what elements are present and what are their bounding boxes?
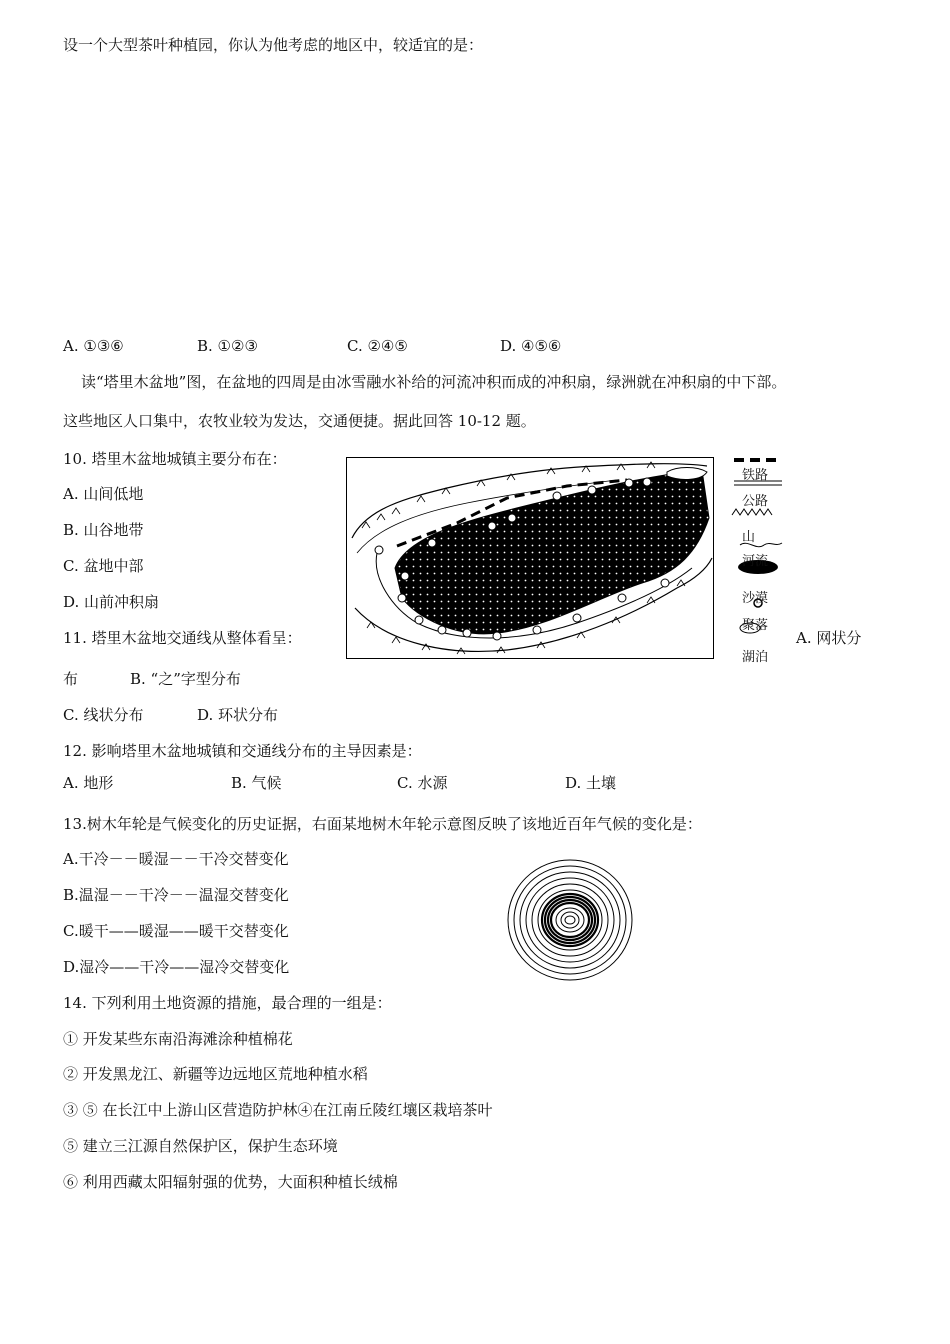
q10-option-c: C. 盆地中部 [63, 557, 144, 575]
q12-option-c: C. 水源 [397, 774, 448, 792]
passage-line-1: 读“塔里木盆地”图，在盆地的四周是由冰雪融水补给的河流冲积而成的冲积扇，绿洲就在冲积扇的中下部。 [81, 373, 787, 391]
q10-option-a: A. 山间低地 [63, 485, 144, 503]
q12-stem: 12. 影响塔里木盆地城镇和交通线分布的主导因素是： [63, 742, 422, 760]
legend-road: 公路 [742, 494, 769, 509]
q13-option-d: D.湿冷——干冷——湿冷交替变化 [63, 958, 290, 976]
legend-desert: 沙漠 [742, 591, 769, 606]
q14-item-2: ② 开发黑龙江、新疆等边远地区荒地种植水稻 [63, 1065, 368, 1083]
q10-stem: 10. 塔里木盆地城镇主要分布在： [63, 450, 287, 468]
q10-option-b: B. 山谷地带 [63, 521, 144, 539]
q14-item-3: ③ ⑤ 在长江中上游山区营造防护林④在江南丘陵红壤区栽培茶叶 [63, 1101, 493, 1119]
q11-stem: 11. 塔里木盆地交通线从整体看呈： [63, 629, 302, 647]
intro-line: 设一个大型茶叶种植园，你认为他考虑的地区中，较适宜的是： [63, 36, 484, 54]
desert-area [395, 470, 709, 634]
q14-item-5: ⑤ 建立三江源自然保护区，保护生态环境 [63, 1137, 338, 1155]
tree-rings [508, 860, 632, 980]
q11-option-a-part1: A. 网状分 [796, 629, 862, 647]
q11-option-c: C. 线状分布 [63, 706, 144, 724]
q14-item-1: ① 开发某些东南沿海滩涂种植棉花 [63, 1030, 293, 1048]
legend-lake: 湖泊 [742, 650, 769, 665]
legend-river: 河流 [742, 554, 769, 569]
q13-stem: 13.树木年轮是气候变化的历史证据，右面某地树木年轮示意图反映了该地近百年气候的变化是： [63, 815, 702, 833]
q9-option-d: D. ④⑤⑥ [500, 337, 562, 355]
q13-option-b: B.温湿－－干冷－－温湿交替变化 [63, 886, 289, 904]
q11-option-b: B. “之”字型分布 [130, 670, 241, 688]
q13-option-a: A.干冷－－暖湿－－干冷交替变化 [63, 850, 289, 868]
passage-line-2: 这些地区人口集中，农牧业较为发达，交通便捷。据此回答 10-12 题。 [63, 412, 536, 430]
map-drawing [347, 458, 714, 659]
q9-option-a: A. ①③⑥ [63, 337, 124, 355]
tree-ring-diagram [505, 858, 635, 983]
legend-settlement: 聚落 [742, 618, 769, 633]
q12-option-a: A. 地形 [63, 774, 114, 792]
q14-item-6: ⑥ 利用西藏太阳辐射强的优势，大面积种植长绒棉 [63, 1173, 398, 1191]
q12-option-b: B. 气候 [231, 774, 282, 792]
q9-option-c: C. ②④⑤ [347, 337, 408, 355]
q11-option-d: D. 环状分布 [197, 706, 279, 724]
q9-option-b: B. ①②③ [197, 337, 258, 355]
q13-option-c: C.暖干——暖湿——暖干交替变化 [63, 922, 289, 940]
q14-stem: 14. 下列利用土地资源的措施，最合理的一组是： [63, 994, 392, 1012]
tarim-basin-map [346, 457, 714, 659]
q11-option-a-part2: 布 [63, 670, 79, 688]
legend-railway: 铁路 [742, 468, 769, 483]
q12-option-d: D. 土壤 [565, 774, 617, 792]
legend-mountain: 山 [742, 530, 756, 545]
q10-option-d: D. 山前冲积扇 [63, 593, 160, 611]
